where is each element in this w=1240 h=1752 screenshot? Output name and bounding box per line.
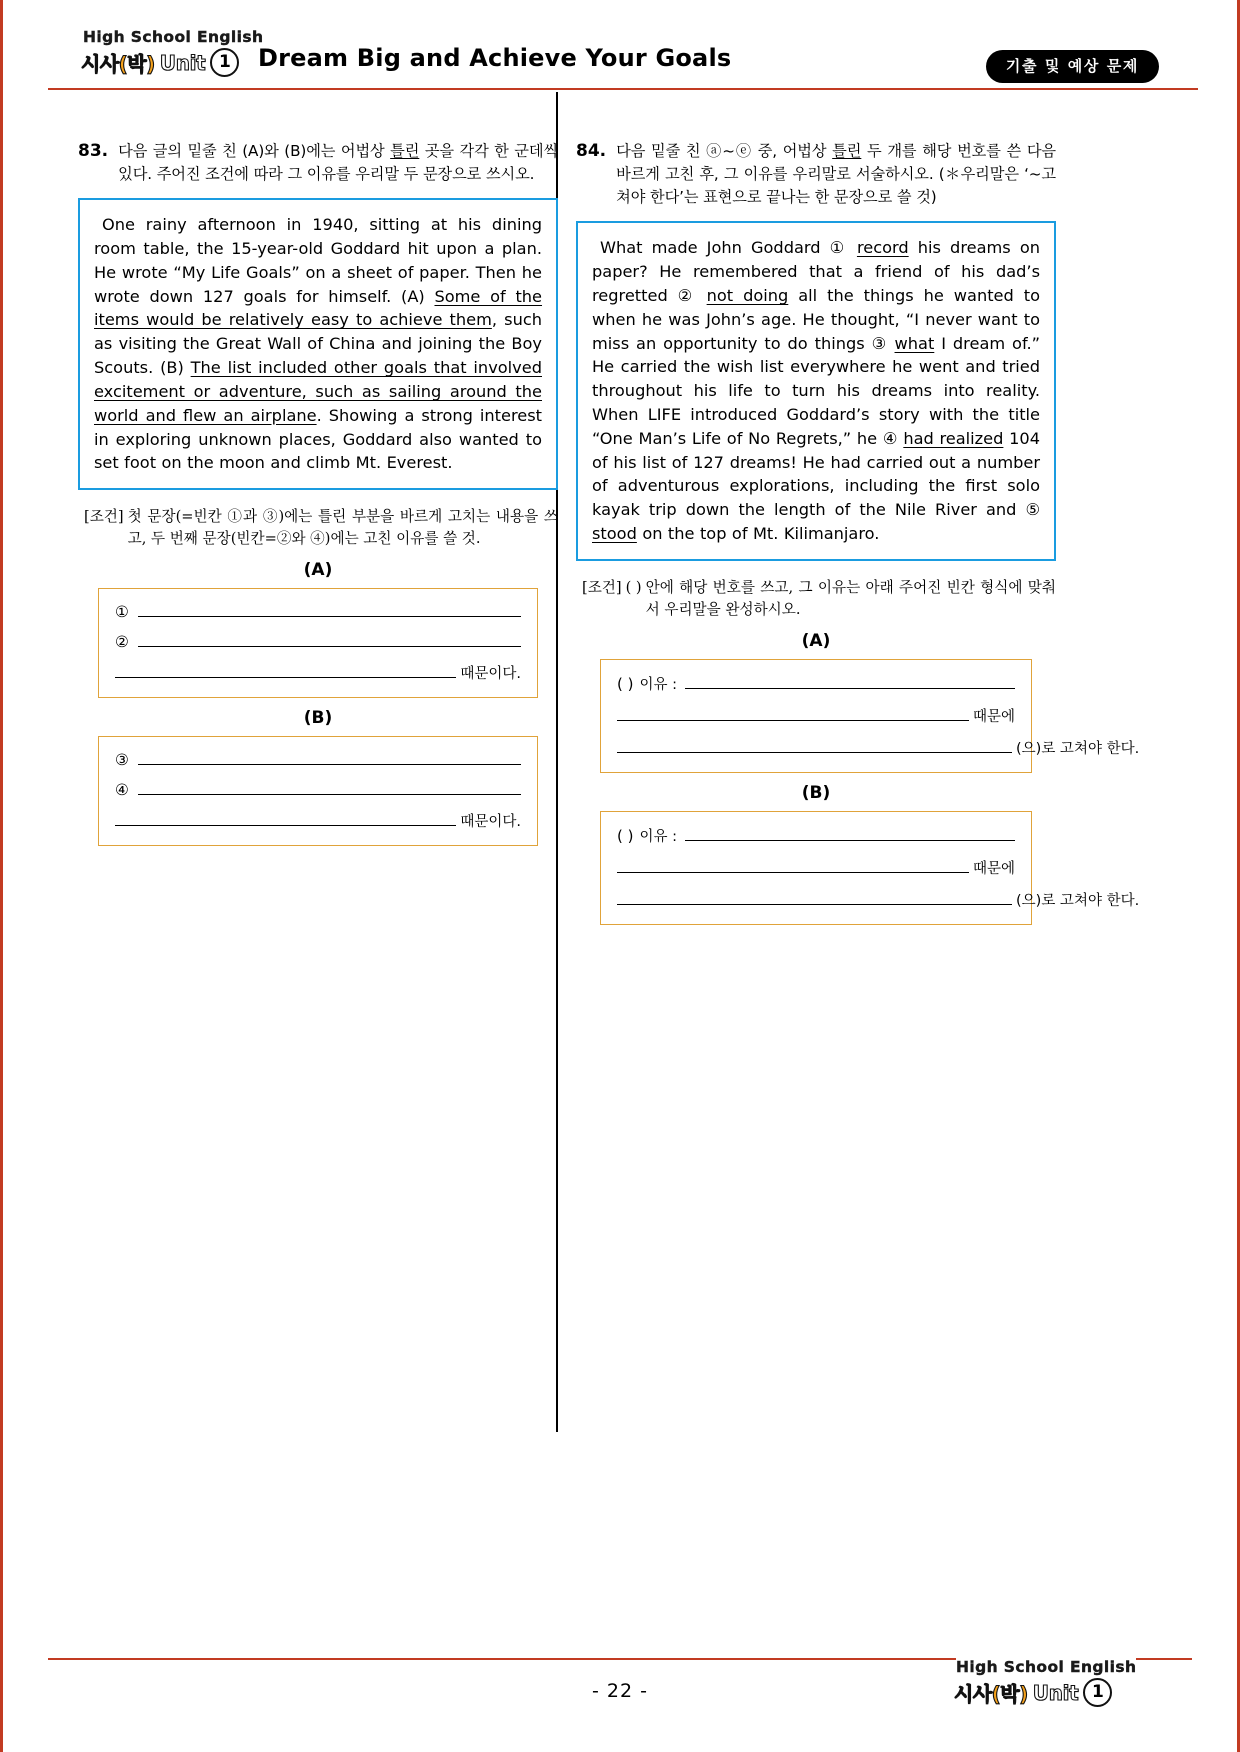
question-83-stem [78, 140, 558, 186]
answer-write-line[interactable] [617, 738, 1012, 753]
question-84-condition-body: 안에 해당 번호를 쓰고, 그 이유는 아래 주어진 빈칸 형식에 맞춰서 우리말을 완성하시오. [645, 578, 1056, 619]
answer-write-line[interactable] [138, 602, 521, 617]
answer-write-line[interactable] [617, 706, 969, 721]
footer-brand-logo [954, 1658, 1159, 1712]
footer-logo-korean: 시사(박) [954, 1682, 1028, 1706]
answer-number-paren[interactable]: ( ) [617, 675, 634, 694]
answer-row-suffix: 때문이다. [460, 814, 521, 831]
question-84-label-a: (A) [801, 631, 831, 652]
answer-row[interactable] [115, 780, 521, 799]
question-84-answer-box-b[interactable] [600, 811, 1140, 925]
question-83-number: 83. [78, 141, 109, 161]
answer-write-line[interactable] [138, 750, 521, 765]
answer-marker: ① [115, 603, 129, 622]
brand-logo-line1: High School English [83, 28, 264, 46]
question-84-passage: What made John Goddard ① record his dreams on paper? He remembered that a friend of his dad’s regretted ② not doing all the things he wanted to when he was John’s age. He thought, “I never want to miss an opportunity to do things ③ what I dream of.” He carried the wish list everywhere he went and tried throughout his life to turn his dreams into reality. When LIFE introduced Goddard’s story with the title “One Man’s Life of No Regrets,” he ④ had realized 104 of his list of 127 dreams! He had carried out a number of adventurous explorations, including the first solo kayak trip down the length of the Nile River and ⑤ stood on the top of Mt. Kilimanjaro. [592, 238, 1041, 544]
answer-row[interactable] [617, 889, 1140, 910]
brand-logo-line2 [81, 48, 239, 77]
answer-write-line[interactable] [138, 632, 521, 647]
answer-write-line[interactable] [617, 890, 1012, 905]
status-badge: 기출 및 예상 문제 [986, 50, 1159, 83]
answer-reason-label: 이유 : [639, 677, 677, 694]
right-column [576, 140, 1140, 925]
footer-logo-unit-word: Unit [1032, 1680, 1079, 1705]
answer-row[interactable] [115, 810, 521, 831]
answer-write-line[interactable] [685, 674, 1015, 689]
answer-row[interactable] [115, 632, 521, 651]
question-83-label-a: (A) [303, 560, 333, 581]
question-84-condition [582, 577, 1056, 621]
answer-write-line[interactable] [138, 780, 521, 795]
brand-logo-unit-number: 1 [210, 48, 239, 77]
answer-row[interactable] [617, 673, 1015, 694]
question-83-answer-box-a[interactable] [98, 588, 538, 698]
question-83-condition-body: 첫 문장(=빈칸 ①과 ③)에는 틀린 부분을 바르게 고치는 내용을 쓰고, 두 번째 문장(빈칸=②와 ④)에는 고친 이유를 쓸 것. [127, 508, 558, 548]
brand-logo [81, 28, 286, 82]
answer-write-line[interactable] [617, 858, 969, 873]
question-84-condition-label: [조건] [582, 578, 622, 596]
question-83-instruction: 다음 글의 밑줄 친 (A)와 (B)에는 어법상 틀린 곳을 각각 한 군데씩 있다. 주어진 조건에 따라 그 이유를 우리말 두 문장으로 쓰시오. [118, 142, 558, 184]
header-divider [48, 88, 1198, 90]
question-83-passage: One rainy afternoon in 1940, sitting at his dining room table, the 15-year-old Goddard hit upon a plan. He wrote “My Life Goals” on a sheet of paper. Then he wrote down 127 goals for himself. (A) Some of the items would be relatively easy to achieve them, such as visiting the Great Wall of China and joining the Boy Scouts. (B) The list included other goals that involved excitement or adventure, such as sailing around the world and flew an airplane. Showing a strong interest in exploring unknown places, Goddard also wanted to set foot on the moon and climb Mt. Everest. [94, 215, 543, 473]
question-83-condition-label: [조건] [84, 508, 124, 526]
question-84-answer-box-a[interactable] [600, 659, 1140, 773]
question-83-condition [84, 506, 558, 550]
question-84-label-b: (B) [801, 783, 831, 804]
footer-logo-line1: High School English [956, 1658, 1137, 1676]
answer-row[interactable] [115, 602, 521, 621]
page-header [3, 0, 1240, 90]
answer-row[interactable] [115, 662, 521, 683]
answer-row[interactable] [617, 737, 1140, 758]
brand-logo-unit-word: Unit [159, 50, 206, 75]
answer-write-line[interactable] [115, 663, 456, 678]
answer-row[interactable] [617, 857, 1015, 878]
answer-write-line[interactable] [115, 811, 456, 826]
answer-marker: ② [115, 633, 129, 652]
answer-number-paren[interactable]: ( ) [617, 827, 634, 846]
answer-marker: ③ [115, 751, 129, 770]
brand-logo-korean: 시사(박) [81, 52, 155, 76]
answer-write-line[interactable] [685, 826, 1015, 841]
left-column [78, 140, 558, 846]
answer-row-suffix: 때문이다. [460, 666, 521, 683]
answer-marker: ④ [115, 781, 129, 800]
question-84-passage-box [576, 221, 1056, 561]
answer-row-suffix: (으)로 고쳐야 한다. [1016, 893, 1140, 910]
page-number: - 22 - [592, 1680, 648, 1702]
footer-logo-line2 [954, 1678, 1112, 1707]
answer-row-suffix: (으)로 고쳐야 한다. [1016, 741, 1140, 758]
question-83-answer-box-b[interactable] [98, 736, 538, 846]
question-84-condition-paren: ( ) [625, 578, 642, 596]
question-84-stem [576, 140, 1056, 209]
answer-row[interactable] [115, 750, 521, 769]
answer-row[interactable] [617, 705, 1015, 726]
question-83-passage-box [78, 198, 558, 490]
question-84-instruction: 다음 밑줄 친 ⓐ~ⓔ 중, 어법상 틀린 두 개를 해당 번호를 쓴 다음 바르게 고친 후, 그 이유를 우리말로 서술하시오. (＊우리말은 ‘~고쳐야 한다’는 표현으로 끝나는 한 문장으로 쓸 것) [616, 142, 1056, 207]
answer-row-suffix: 때문에 [972, 861, 1015, 878]
answer-row[interactable] [617, 825, 1015, 846]
footer-logo-unit-number: 1 [1083, 1678, 1112, 1707]
question-84-number: 84. [576, 141, 607, 161]
page-title: Dream Big and Achieve Your Goals [258, 44, 732, 72]
answer-row-suffix: 때문에 [972, 709, 1015, 726]
answer-reason-label: 이유 : [639, 829, 677, 846]
question-83-label-b: (B) [303, 708, 333, 729]
